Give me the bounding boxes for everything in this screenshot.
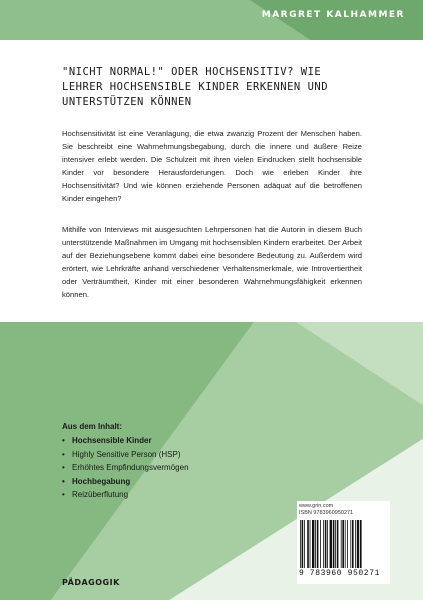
list-item: • Erhöhtes Empfindungsvermögen — [62, 463, 189, 477]
blurb-paragraph-2: Mithilfe von Interviews mit ausgesuchten Lehrpersonen hat die Autorin in diesem Buch unterstützende Maßnahmen im Umgang mit hochsensiblen Kindern erarbeitet. Der Arbeit auf der Beziehungsebene kommt dabei eine besondere Bedeutung zu. Außerdem wird erörtert, wie Lehrkräfte anhand verschiedener Verhaltensmerkmale, wie Introvertiertheit oder Verträumtheit, Kinder mit einer besonderen Wahrnehmungsfähigkeit erkennen können. — [62, 225, 362, 299]
book-title — [62, 65, 362, 110]
title-line: "NICHT NORMAL!" ODER HOCHSENSITIV? WIE — [62, 66, 322, 78]
title-line: UNTERSTÜTZEN KÖNNEN — [62, 96, 192, 108]
publisher-url: www.grin.com — [299, 503, 334, 509]
category-label: PÄDAGOGIK — [62, 578, 120, 587]
barcode-block — [297, 501, 390, 584]
blurb-paragraph-1: Hochsensitivität ist eine Veranlagung, die etwa zwanzig Prozent der Menschen haben. Sie beschreibt eine Wahrnehmungsbegabung, durch die innere und äußere Reize intensiver erlebt werden. Die Schulzeit mit ihren vielen Eindrucken stellt hochsensible Kinder vor besondere Herausforderungen. Doch wie erleben Kinder ihre Hochsensitivität? Und wie können erziehende Personen adäquat auf die betroffenen Kinder eingehen? — [62, 129, 362, 203]
list-item: • Highly Sensitive Person (HSP) — [62, 450, 189, 464]
list-item: • Reizüberflutung — [62, 490, 189, 504]
author-name: MARGRET KALHAMMER — [261, 10, 405, 20]
contents-list — [62, 436, 189, 504]
top-band-accent — [250, 0, 423, 40]
list-item: • Hochsensible Kinder — [62, 436, 189, 450]
isbn-text: ISBN 9783960950271 — [299, 510, 354, 516]
barcode-image — [299, 520, 385, 568]
title-line: LEHRER HOCHSENSIBLE KINDER ERKENNEN UND — [62, 81, 329, 93]
list-item: • Hochbegabung — [62, 477, 189, 491]
barcode-digits: 9 783960 950271 — [299, 569, 381, 578]
contents-heading: Aus dem Inhalt: — [62, 422, 123, 431]
top-color-band — [0, 0, 423, 40]
